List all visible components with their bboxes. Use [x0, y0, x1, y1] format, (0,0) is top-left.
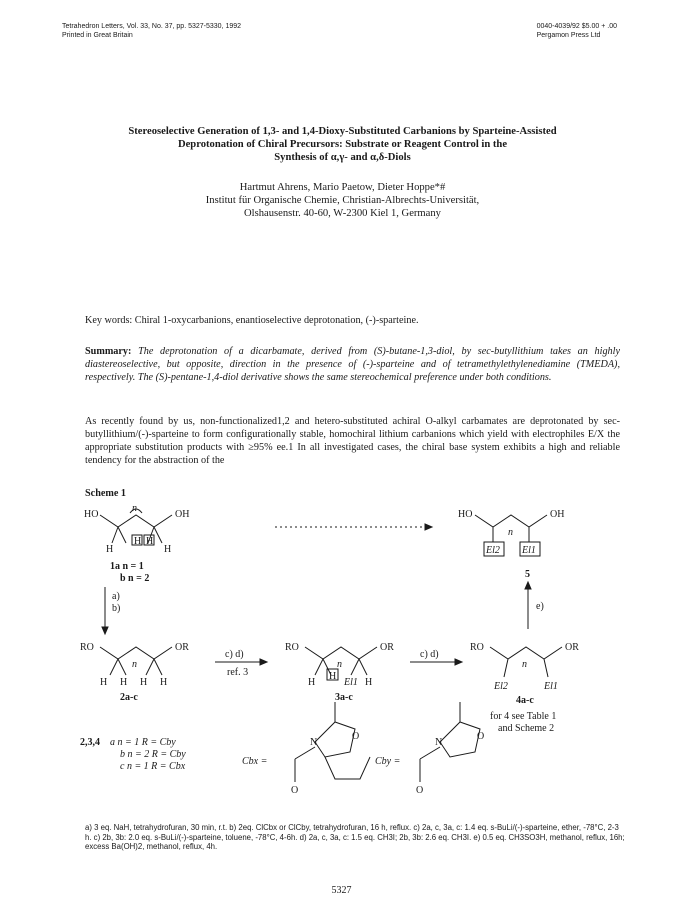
author-block [80, 181, 605, 221]
compound-3: 3a-c [335, 692, 353, 703]
page-number: 5327 [331, 885, 352, 896]
summary-text: The deprotonation of a dicarbamate, derived from (S)-butane-1,3-diol, by sec-butyllithium takes an highly diastereoselective, but opposite, direction in the presence of (-)-sparteine and of tetramethylethylenediamine (TMEDA), respectively. The (S)-pentane-1,4-diol derivative shows the same stereochemical preference under both conditions. [85, 346, 620, 383]
cbx-ring [315, 722, 355, 757]
legend-a: a n = 1 R = Cby [110, 737, 176, 748]
keywords: Key words: Chiral 1-oxycarbanions, enantioselective deprotonation, (-)-sparteine. [85, 315, 419, 326]
author-names: Hartmut Ahrens, Mario Paetow, Dieter Hoppe*# [239, 182, 446, 193]
compound-2: 2a-c [120, 692, 138, 703]
legend-label: 2,3,4 [80, 737, 100, 748]
ro-3: RO [285, 642, 299, 653]
summary-label: Summary: [85, 346, 132, 357]
h-3b: H [329, 671, 337, 682]
el2-5: El2 [486, 545, 500, 556]
el1-4: El1 [544, 681, 558, 692]
h-2a: H [100, 677, 108, 688]
el1-3: El1 [344, 677, 358, 688]
diol-skeleton-5 [475, 515, 547, 527]
h-2d: H [160, 677, 168, 688]
cyclohexane [325, 757, 370, 779]
or-3: OR [380, 642, 394, 653]
h-3a: H [308, 677, 316, 688]
institute: Institut für Organische Chemie, Christian-Albrechts-Universität, [205, 195, 480, 207]
journal-header [62, 22, 241, 40]
n-4: n [522, 659, 527, 670]
note-line-2: and Scheme 2 [498, 723, 555, 734]
oh-1: OH [175, 509, 190, 520]
n-3: n [337, 659, 342, 670]
cbx-n: N [310, 737, 318, 748]
h-2c: H [140, 677, 148, 688]
h-2b: H [120, 677, 128, 688]
compound-5: 5 [525, 569, 530, 580]
step-cd-2: c) d) [420, 649, 439, 660]
intro-paragraph: As recently found by us, non-functionalized1,2 and hetero-substituted achiral O-alkyl carbamates are deprotonated by sec-butyllithium/(-)-sparteine to form configurationally stable, homochiral lithium carbanions which yield with electrophiles E/X the appropriate substitution products with ≥95% ee.1 In all investigated cases, the chiral base system exhibits a high and reliable tendency for the abstraction of the [85, 416, 620, 466]
cby-carbonyl-o: O [416, 785, 424, 796]
cby-ring [440, 722, 480, 757]
el2-4: El2 [494, 681, 508, 692]
title-line-2: Deprotonation of Chiral Precursors: Substrate or Reagent Control in the [177, 139, 508, 150]
n-1: n [132, 503, 137, 514]
ref-3: ref. 3 [227, 667, 249, 678]
ho-1: HO [84, 509, 99, 520]
price-code: 0040-4039/92 $5.00 + .00 [536, 23, 617, 30]
or-2: OR [175, 642, 189, 653]
skeleton-2 [100, 647, 172, 659]
scheme-footnote: a) 3 eq. NaH, tetrahydrofuran, 30 min, r.t. b) 2eq. ClCbx or ClCby, tetrahydrofuran, 16 h, reflux. c) 2a, c, 3a, c: 1.4 eq. s-BuLi/(-)-sparteine, ether, -78°C, 2-3 h. c) 2b, 3b: 2.0 eq. s-BuLi/(-)-sparteine, toluene, -78°C, 4-6h. d) 2a, c, 3a, c: 1.5 eq. CH3I; 2b, 3b: 2.6 eq. CH3I. e) 0.5 eq. CH3SO3H, methanol, reflux, 16h; excess Ba(OH)2, methanol, reflux, 4h. [85, 823, 625, 852]
address: Olshausenstr. 40-60, W-2300 Kiel 1, Germany [244, 208, 441, 220]
reaction-scheme [80, 497, 640, 822]
cby-o: O [477, 731, 485, 742]
cbx-carbonyl-o: O [291, 785, 299, 796]
step-a: a) [112, 591, 120, 602]
n-2: n [132, 659, 137, 670]
cbx-o: O [352, 731, 360, 742]
compound-1b: b n = 2 [120, 573, 150, 584]
n-5: n [508, 527, 513, 538]
ho-5: HO [458, 509, 473, 520]
scheme-label: Scheme 1 [85, 488, 127, 499]
paper-title [70, 125, 615, 164]
legend-b: b n = 2 R = Cby [120, 749, 186, 760]
ro-4: RO [470, 642, 484, 653]
note-line-1: for 4 see Table 1 [490, 711, 557, 722]
cbx-label: Cbx = [242, 756, 268, 767]
compound-1a: 1a n = 1 [110, 561, 144, 572]
diol-skeleton-1 [100, 515, 172, 527]
h-3c: H [365, 677, 373, 688]
el1-5: El1 [522, 545, 536, 556]
skeleton-4 [490, 647, 562, 659]
publisher-header [537, 22, 617, 40]
h-1a: H [106, 544, 114, 555]
step-b: b) [112, 603, 121, 614]
legend-c: c n = 1 R = Cbx [120, 761, 186, 772]
step-cd-1: c) d) [225, 649, 244, 660]
step-e: e) [536, 601, 544, 612]
ro-2: RO [80, 642, 94, 653]
oh-5: OH [550, 509, 565, 520]
printed-in: Printed in Great Britain [62, 32, 133, 39]
journal-citation: Tetrahedron Letters, Vol. 33, No. 37, pp. 5327-5330, 1992 [62, 23, 242, 30]
cby-label: Cby = [375, 756, 401, 767]
h-1d: H [164, 544, 172, 555]
publisher: Pergamon Press Ltd [536, 32, 601, 39]
skeleton-3 [305, 647, 377, 659]
cby-n: N [435, 737, 443, 748]
summary [85, 345, 620, 384]
h-1b: H [134, 536, 142, 547]
title-line-3: Synthesis of α,γ- and α,δ-Diols [274, 152, 411, 163]
or-4: OR [565, 642, 579, 653]
title-line-1: Stereoselective Generation of 1,3- and 1,4-Dioxy-Substituted Carbanions by Sparteine-Assisted [128, 126, 557, 137]
compound-4: 4a-c [516, 695, 534, 706]
h-1c: H [146, 536, 154, 547]
